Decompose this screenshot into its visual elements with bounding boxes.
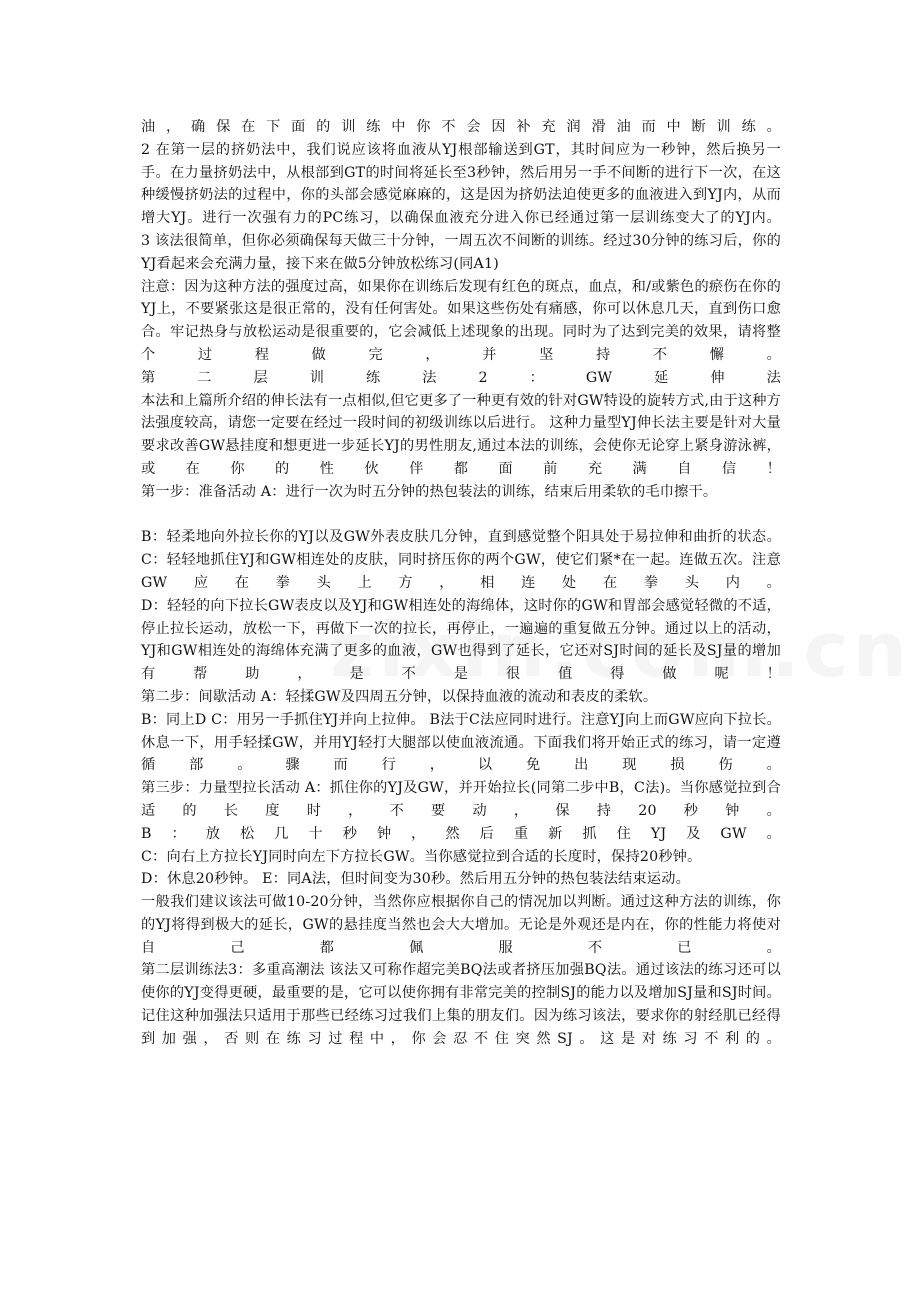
blank-line <box>141 504 781 527</box>
document-body <box>141 116 781 1051</box>
paragraph: 一般我们建议该法可做10-20分钟，当然你应根据你自己的情况加以判断。通过这种方法的训练，你的YJ将得到极大的延长，GW的悬挂度当然也会大大增加。无论是外观还是内在，你的性能力将使对自己都佩服不已。 <box>141 894 781 956</box>
paragraph: D：休息20秒钟。 E：同A法，但时间变为30秒。然后用五分钟的热包装法结束运动。 <box>141 871 690 888</box>
paragraph: 本法和上篇所介绍的伸长法有一点相似,但它更多了一种更有效的针对GW特设的旋转方式,由于这种方法强度较高，请您一定要在经过一段时间的初级训练以后进行。 这种力量型YJ伸长法主要是针对大量要求改善GW悬挂度和想更进一步延长YJ的男性朋友,通过本法的训练，会使你无论穿上紧身游泳裤，或在你的性伙伴都面前充满自信！ <box>141 392 782 477</box>
paragraph: B：轻柔地向外拉长你的YJ以及GW外表皮肤几分钟，直到感觉整个阳具处于易拉伸和曲折的状态。 <box>141 529 781 546</box>
paragraph: 油，确保在下面的训练中你不会因补充润滑油而中断训练。 <box>141 119 781 135</box>
paragraph: 2 在第一层的挤奶法中，我们说应该将血液从YJ根部输送到GT，其时间应为一秒钟，然后换另一手。在力量挤奶法中，从根部到GT的时间将延长至3秒钟，然后用另一手不间断的进行下一次，在这种缓慢挤奶法的过程中，你的头部会感觉麻麻的，这是因为挤奶法迫使更多的血液进入到YJ内，从而增大YJ。进行一次强有力的PC练习，以确保血液充分进入你已经通过第一层训练变大了的YJ内。 <box>141 141 781 227</box>
paragraph: B：同上D C：用另一手抓住YJ并向上拉伸。 B法于C法应同时进行。注意YJ向上而GW应向下拉长。休息一下，用手轻揉GW，并用YJ轻打大腿部以使血液流通。下面我们将开始正式的练习，请一定遵循部。骤而行，以免出现损伤。 <box>141 711 781 774</box>
paragraph: 第二层训练法3：多重高潮法 该法又可称作超完美BQ法或者挤压加强BQ法。通过该法的练习还可以使你的YJ变得更硬，最重要的是，它可以使你拥有非常完美的控制SJ的能力以及增加SJ量和SJ时间。记住这种加强法只适用于那些已经练习过我们上集的朋友们。因为练习该法，要求你的射经肌已经得到加强，否则在练习过程中，你会忍不住突然SJ。这是对练习不利的。 <box>141 962 781 1047</box>
paragraph: B：放松几十秒钟，然后重新抓住YJ及GW。 <box>141 825 781 842</box>
paragraph: 第三步：力量型拉长活动 A：抓住你的YJ及GW，并开始拉长(同第二步中B，C法)。当你感觉拉到合适的长度时，不要动，保持20秒钟。 <box>141 780 781 819</box>
paragraph: 第二步：间歇活动 A：轻揉GW及四周五分钟，以保持血液的流动和表皮的柔软。 <box>141 688 658 705</box>
paragraph: 注意：因为这种方法的强度过高，如果你在训练后发现有红色的斑点，血点，和/或紫色的瘀伤在你的YJ上，不要紧张这是很正常的，没有任何害处。如果这些伤处有痛感，你可以休息几天，直到伤口愈合。牢记热身与放松运动是很重要的，它会减低上述现象的出现。同时为了达到完美的效果，请将整个过程做完，并坚持不懈。 <box>141 278 781 363</box>
paragraph: 3 该法很简单，但你必须确保每天做三十分钟，一周五次不间断的训练。经过30分钟的练习后，你的YJ看起来会充满力量，接下来在做5分钟放松练习(同A1) <box>141 232 781 272</box>
paragraph: 第一步：准备活动 A：进行一次为时五分钟的热包装法的训练，结束后用柔软的毛巾擦干。 <box>141 483 718 500</box>
paragraph: C：轻轻地抓住YJ和GW相连处的皮肤，同时挤压你的两个GW，使它们紧*在一起。连做五次。注意GW应在拳头上方，相连处在拳头内。 <box>141 552 781 591</box>
section-heading: 第二层训练法2：GW延伸法 <box>141 369 781 386</box>
paragraph: D：轻轻的向下拉长GW表皮以及YJ和GW相连处的海绵体，这时你的GW和胃部会感觉轻微的不适，停止拉长运动，放松一下，再做下一次的拉长，再停止，一遍遍的重复做五分钟。通过以上的活动，YJ和GW相连处的海绵体充满了更多的血液，GW也得到了延长，它还对SJ时间的延长及SJ量的增加有帮助，是不是很值得做呢！ <box>141 597 781 683</box>
paragraph: C：向右上方拉长YJ同时向左下方拉长GW。当你感觉拉到合适的长度时，保持20秒钟。 <box>141 848 702 865</box>
